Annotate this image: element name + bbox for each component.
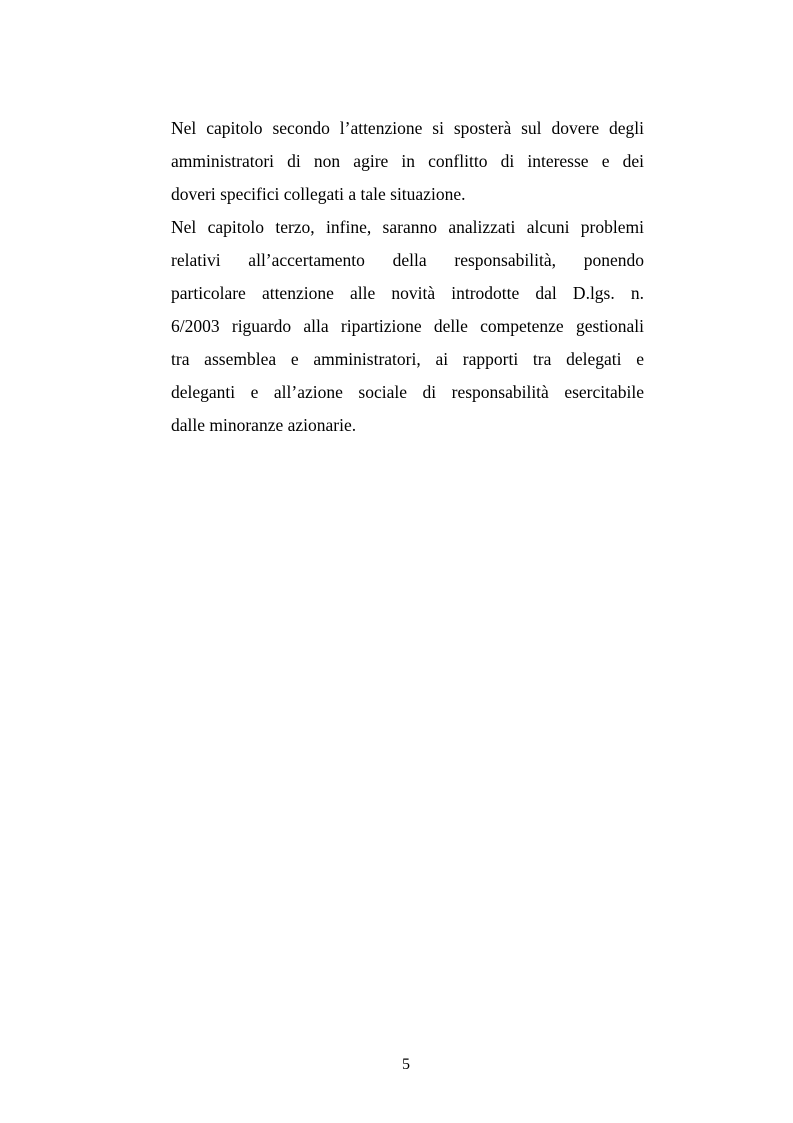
paragraph-chapter-three <box>171 211 644 442</box>
text-line: deleganti e all’azione sociale di responsabilità esercitabile <box>171 382 644 402</box>
text-line: relativi all’accertamento della responsabilità, ponendo <box>171 250 644 270</box>
text-line: doveri specifici collegati a tale situazione. <box>171 184 466 204</box>
document-body <box>171 112 644 442</box>
text-line: dalle minoranze azionarie. <box>171 415 357 435</box>
text-line: amministratori di non agire in conflitto di interesse e dei <box>171 151 644 171</box>
text-line: tra assemblea e amministratori, ai rapporti tra delegati e <box>171 349 644 369</box>
text-line: 6/2003 riguardo alla ripartizione delle competenze gestionali <box>171 316 644 336</box>
text-line: particolare attenzione alle novità introdotte dal D.lgs. n. <box>171 283 644 303</box>
text-line: Nel capitolo terzo, infine, saranno analizzati alcuni problemi <box>171 217 644 237</box>
page-number: 5 <box>402 1056 410 1073</box>
paragraph-chapter-two <box>171 112 644 211</box>
text-line: Nel capitolo secondo l’attenzione si sposterà sul dovere degli <box>171 118 644 138</box>
